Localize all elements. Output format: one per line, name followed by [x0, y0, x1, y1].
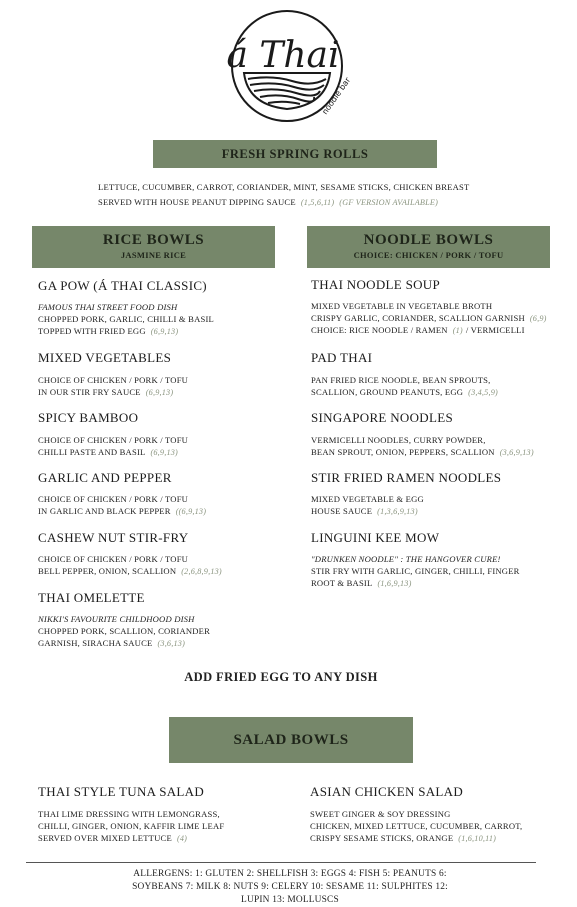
allergen-codes: (1) — [452, 326, 463, 335]
menu-item-desc: CHOPPED PORK, SCALLION, CORIANDER — [38, 626, 211, 636]
menu-item-tagline: FAMOUS THAI STREET FOOD DISH — [38, 302, 178, 312]
allergen-codes: (3,6,13) — [157, 639, 185, 648]
menu-item-name: LINGUINI KEE MOW — [311, 530, 440, 545]
menu-item-desc-text: HOUSE SAUCE — [311, 506, 373, 516]
logo-bowl-icon — [222, 5, 352, 127]
menu-item-desc: CHOICE OF CHICKEN / PORK / TOFU — [38, 554, 189, 564]
spring-rolls-line1: LETTUCE, CUCUMBER, CARROT, CORIANDER, MINT, SESAME STICKS, CHICKEN BREAST — [98, 182, 470, 192]
spring-rolls-title: FRESH SPRING ROLLS — [221, 147, 369, 161]
divider — [26, 862, 536, 863]
menu-item-name: THAI STYLE TUNA SALAD — [38, 784, 205, 799]
menu-item-desc-text: IN GARLIC AND BLACK PEPPER — [38, 506, 171, 516]
menu-item-desc: CHICKEN, MIXED LETTUCE, CUCUMBER, CARROT, — [310, 821, 523, 831]
menu-item-desc-text: SCALLION, GROUND PEANUTS, EGG — [311, 387, 464, 397]
menu-item-name: ASIAN CHICKEN SALAD — [310, 784, 464, 799]
spring-rolls-header — [153, 140, 437, 168]
allergen-codes: (1,6,9,13) — [377, 579, 412, 588]
menu-item-desc-text: CHOICE: RICE NOODLE / RAMEN — [311, 325, 448, 335]
menu-item-tagline: "DRUNKEN NOODLE" : THE HANGOVER CURE! — [311, 554, 501, 564]
allergen-codes: (1,3,6,9,13) — [377, 507, 418, 516]
menu-item-desc — [38, 832, 187, 845]
menu-item-desc — [38, 505, 206, 518]
allergen-codes: (4) — [176, 834, 188, 843]
spring-rolls-line2 — [98, 196, 438, 209]
allergen-codes: (6,9) — [529, 314, 547, 323]
menu-item-name: THAI OMELETTE — [38, 590, 145, 605]
menu-item-name: GARLIC AND PEPPER — [38, 470, 172, 485]
menu-item-desc — [311, 324, 525, 337]
noodle-bowls-sub: CHOICE: CHICKEN / PORK / TOFU — [353, 250, 504, 260]
menu-item-desc: CHOPPED PORK, GARLIC, CHILLI & BASIL — [38, 314, 214, 324]
spring-rolls-desc: SERVED WITH HOUSE PEANUT DIPPING SAUCE — [98, 197, 296, 207]
menu-item-desc — [310, 832, 496, 845]
menu-item-desc — [38, 325, 178, 338]
menu-item-desc-text: BELL PEPPER, ONION, SCALLION — [38, 566, 177, 576]
allergen-codes: (1,5,6,11) — [300, 198, 335, 207]
menu-item-desc-text: ROOT & BASIL — [311, 578, 373, 588]
menu-item-desc-text: GARNISH, SIRACHA SAUCE — [38, 638, 153, 648]
menu-item-desc-text: SERVED OVER MIXED LETTUCE — [38, 833, 172, 843]
menu-item-desc: MIXED VEGETABLE IN VEGETABLE BROTH — [311, 301, 493, 311]
menu-item-desc: CHOICE OF CHICKEN / PORK / TOFU — [38, 435, 189, 445]
rice-bowls-title: RICE BOWLS — [102, 232, 205, 248]
allergen-codes: (6,9,13) — [145, 388, 174, 397]
rice-bowls-header — [32, 226, 275, 268]
menu-item-desc: CHOICE OF CHICKEN / PORK / TOFU — [38, 494, 189, 504]
menu-item-name: CASHEW NUT STIR-FRY — [38, 530, 189, 545]
allergen-legend-line: LUPIN 13: MOLLUSCS — [241, 895, 339, 905]
menu-item-desc-text: / VERMICELLI — [465, 325, 525, 335]
menu-item-desc-text: CRISPY GARLIC, CORIANDER, SCALLION GARNISH — [311, 313, 525, 323]
menu-item-desc — [38, 446, 178, 459]
menu-item-desc-text: CRISPY SESAME STICKS, ORANGE — [310, 833, 454, 843]
brand-name-lettering: á Thai — [226, 35, 340, 76]
allergen-codes: (2,6,8,9,13) — [181, 567, 222, 576]
salad-bowls-header — [169, 717, 413, 763]
menu-item-desc — [311, 577, 412, 590]
menu-item-name: SINGAPORE NOODLES — [311, 410, 453, 425]
rice-bowls-sub: JASMINE RICE — [120, 250, 187, 260]
menu-item-desc — [311, 446, 534, 459]
svg-text:noodle bar: noodle bar — [320, 75, 352, 117]
allergen-legend-line: SOYBEANS 7: MILK 8: NUTS 9: CELERY 10: SESAME 11: SULPHITES 12: — [132, 882, 448, 892]
allergen-codes: (6,9,13) — [150, 327, 179, 336]
menu-item-desc-text: BEAN SPROUT, ONION, PEPPERS, SCALLION — [311, 447, 495, 457]
menu-item-desc-text: IN OUR STIR FRY SAUCE — [38, 387, 141, 397]
menu-item-name: SPICY BAMBOO — [38, 410, 139, 425]
fried-egg-note: ADD FRIED EGG TO ANY DISH — [184, 670, 378, 684]
gf-note: (GF VERSION AVAILABLE) — [339, 198, 439, 207]
menu-item-desc: CHILLI, GINGER, ONION, KAFFIR LIME LEAF — [38, 821, 225, 831]
allergen-codes: (3,6,9,13) — [499, 448, 534, 457]
noodle-bowls-title: NOODLE BOWLS — [363, 232, 494, 248]
salad-bowls-title: SALAD BOWLS — [233, 732, 349, 748]
allergen-codes: (6,9,13) — [150, 448, 178, 457]
menu-item-desc: STIR FRY WITH GARLIC, GINGER, CHILLI, FINGER — [311, 566, 520, 576]
menu-item-name: PAD THAI — [311, 350, 373, 365]
menu-item-desc: THAI LIME DRESSING WITH LEMONGRASS, — [38, 809, 220, 819]
menu-item-name: STIR FRIED RAMEN NOODLES — [311, 470, 502, 485]
menu-item-name: THAI NOODLE SOUP — [311, 277, 441, 292]
allergen-codes: ((6,9,13) — [175, 507, 207, 516]
brand-logo — [222, 5, 352, 127]
menu-item-tagline: NIKKI'S FAVOURITE CHILDHOOD DISH — [38, 614, 195, 624]
menu-item-name: MIXED VEGETABLES — [38, 350, 172, 365]
allergen-legend-line: ALLERGENS: 1: GLUTEN 2: SHELLFISH 3: EGGS 4: FISH 5: PEANUTS 6: — [133, 869, 447, 879]
menu-item-desc: MIXED VEGETABLE & EGG — [311, 494, 424, 504]
menu-item-desc-text: TOPPED WITH FRIED EGG — [38, 326, 146, 336]
allergen-codes: (1,6,10,11) — [458, 834, 497, 843]
menu-item-desc: CHOICE OF CHICKEN / PORK / TOFU — [38, 375, 189, 385]
menu-item-desc — [38, 637, 185, 650]
menu-item-desc: VERMICELLI NOODLES, CURRY POWDER, — [311, 435, 486, 445]
menu-item-desc — [38, 386, 173, 399]
noodle-bowls-header — [307, 226, 550, 268]
menu-item-name: GA POW (Á THAI CLASSIC) — [38, 278, 207, 293]
menu-item-desc: SWEET GINGER & SOY DRESSING — [310, 809, 451, 819]
allergen-legend — [60, 868, 520, 907]
menu-item-desc — [38, 565, 222, 578]
menu-item-desc — [311, 386, 498, 399]
allergen-codes: (3,4,5,9) — [468, 388, 498, 397]
menu-item-desc-text: CHILLI PASTE AND BASIL — [38, 447, 146, 457]
menu-item-desc: PAN FRIED RICE NOODLE, BEAN SPROUTS, — [311, 375, 491, 385]
menu-item-desc — [311, 505, 418, 518]
